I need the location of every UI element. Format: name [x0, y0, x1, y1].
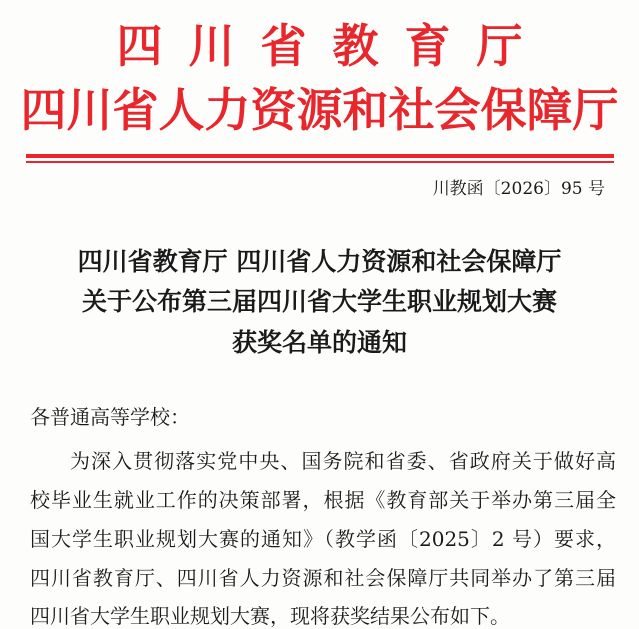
body-line-2: 校毕业生就业工作的决策部署，根据《教育部关于举办第三届全 — [30, 488, 616, 512]
title-line-1: 四川省教育厅 四川省人力资源和社会保障厅 — [77, 247, 562, 276]
body-line-1: 为深入贯彻落实党中央、国务院和省委、省政府关于做好高 — [70, 449, 616, 473]
issuer-header-line-2: 四川省人力资源和社会保障厅 — [20, 83, 619, 137]
body-line-5: 四川省大学生职业规划大赛，现将获奖结果公布如下。 — [30, 604, 510, 628]
title-line-2: 关于公布第三届四川省大学生职业规划大赛 — [81, 287, 557, 316]
salutation: 各普通高等学校： — [30, 405, 190, 429]
document-number: 川教函〔2026〕95 号 — [432, 179, 605, 199]
issuer-header-line-1: 四川省教育厅 — [116, 19, 549, 73]
red-rule-thick — [26, 154, 614, 158]
body-line-3: 国大学生职业规划大赛的通知》（教学函〔2025〕2 号）要求， — [30, 527, 616, 551]
title-line-3: 获奖名单的通知 — [231, 328, 407, 357]
red-rule-thin — [26, 161, 614, 163]
body-line-4: 四川省教育厅、四川省人力资源和社会保障厅共同举办了第三届 — [30, 566, 616, 590]
